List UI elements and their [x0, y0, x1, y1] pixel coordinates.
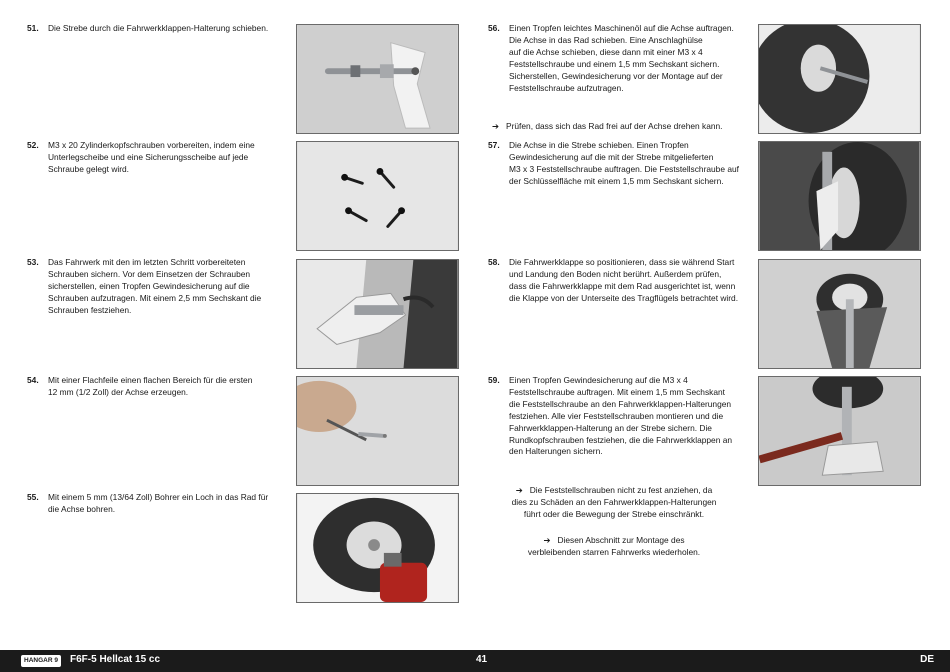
step-text: Die Strebe durch die Fahrwerkklappen-Halterung schieben.	[48, 23, 269, 33]
step-number: 59.	[488, 375, 500, 385]
photo-axle-in-strut	[758, 141, 921, 251]
photo-gear-door-position	[758, 259, 921, 369]
step-number: 57.	[488, 140, 500, 150]
step-text: Mit einer Flachfeile einen flachen Bereich für die ersten 12 mm (1/2 Zoll) der Achse erzeugen.	[48, 375, 253, 397]
photo-securing-bracket	[758, 376, 921, 486]
step-text: Das Fahrwerk mit den im letzten Schritt vorbereiteten Schrauben sichern. Vor dem Einsetzen der Schrauben sicherstellen, einen Tropfen Gewindesicherung auf die Schrauben aufzutragen. Mit einem 2,5 mm Sechskant die Schrauben festziehen.	[48, 257, 262, 315]
step-text: Die Fahrwerkklappe so positionieren, dass sie während Start und Landung den Boden nicht berührt. Außerdem prüfen, dass die Fahrwerkklappe mit dem Rad ausgerichtet ist, wenn die Klappe von der Unterseite des Tragflügels betrachtet wird.	[509, 257, 739, 303]
photo-strut-in-door-bracket	[296, 24, 459, 134]
note-text: Diesen Abschnitt zur Montage des verbleibenden starren Fahrwerks wiederholen.	[527, 534, 701, 557]
note-text: Die Feststellschrauben nicht zu fest anziehen, da dies zu Schäden an den Fahrwerkklappen-Halterungen führt oder die Bewegung der Strebe einschränkt.	[511, 484, 717, 519]
note-wheel-turns-freely	[492, 109, 754, 133]
photo-drilling-wheel	[296, 493, 459, 603]
step-text: M3 x 20 Zylinderkopfschrauben vorbereiten, indem eine Unterlegscheibe und eine Sicherungsscheibe auf jede Schraube gelegt wird.	[48, 140, 255, 174]
language-code: DE	[920, 654, 934, 665]
note-text: Prüfen, dass sich das Rad frei auf der Achse drehen kann.	[506, 120, 723, 131]
photo-prepared-screws	[296, 141, 459, 251]
step-number: 53.	[27, 257, 39, 267]
brand-logo: HANGAR 9	[21, 655, 61, 667]
page-footer	[0, 650, 950, 672]
step-number: 58.	[488, 257, 500, 267]
arrow-icon: ➔	[543, 534, 551, 545]
step-text: Einen Tropfen leichtes Maschinenöl auf die Achse auftragen. Die Achse in das Rad schieben. Eine Anschlaghülse auf die Achse schieben, diese dann mit einer M3 x 4 Feststellschraube und einem 1,5 mm Sechskant sichern. Sicherstellen, Gewindesicherung vor der Montage auf der Feststellschraube aufzutragen.	[509, 23, 734, 93]
step-number: 54.	[27, 375, 39, 385]
photo-axle-in-wheel	[758, 24, 921, 134]
step-number: 52.	[27, 140, 39, 150]
step-text: Mit einem 5 mm (13/64 Zoll) Bohrer ein Loch in das Rad für die Achse bohren.	[48, 492, 269, 514]
step-text: Die Achse in die Strebe schieben. Einen Tropfen Gewindesicherung auf die mit der Strebe mitgelieferten M3 x 3 Feststellschraube auftragen. Die Feststellschraube auf der Schlüsselfläche mit einem 1,5 mm Sechskant sichern.	[509, 140, 739, 186]
note-do-not-overtighten	[496, 473, 732, 521]
arrow-icon: ➔	[515, 484, 523, 495]
step-number: 55.	[27, 492, 39, 502]
step-text: Einen Tropfen Gewindesicherung auf die M3 x 4 Feststellschraube auftragen. Mit einem 1,5 mm Sechskant die Feststellschraube an den Fahrwerkklappen-Halterungen festziehen. Alle vier Feststellschrauben montieren und die Fahrwerkklappen-Halterung an der Strebe sichern. Die Rundkopfschrauben festziehen, die die Fahrwerkklappen an den Halterungen sichern.	[509, 375, 733, 457]
page-number: 41	[476, 654, 488, 665]
photo-filing-axle	[296, 376, 459, 486]
step-number: 56.	[488, 23, 500, 33]
note-repeat-section	[496, 523, 732, 559]
step-number: 51.	[27, 23, 39, 33]
photo-gear-mounted	[296, 259, 459, 369]
model-name: F6F-5 Hellcat 15 cc	[70, 654, 161, 665]
arrow-icon: ➔	[492, 120, 500, 131]
